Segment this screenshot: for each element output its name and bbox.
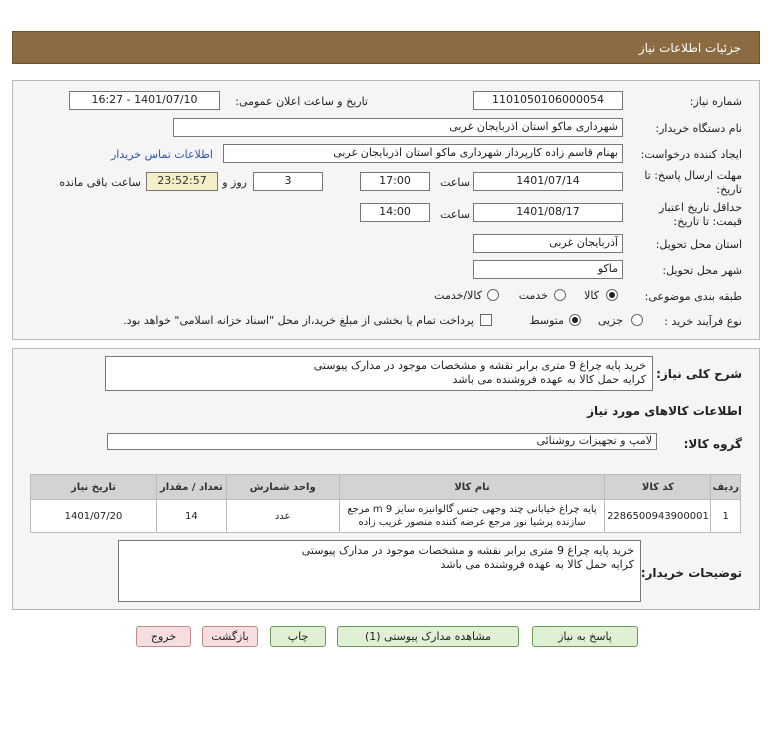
col-name-header: نام کالا — [339, 475, 605, 500]
category-service-radio[interactable] — [554, 289, 566, 301]
cell-code: 2286500943900001 — [605, 500, 711, 533]
col-row-header: ردیف — [711, 475, 741, 500]
requester-label: ایجاد کننده درخواست: — [640, 148, 742, 161]
category-goods-radio[interactable] — [606, 289, 618, 301]
buyer-contact-link[interactable]: اطلاعات تماس خریدار — [111, 148, 213, 161]
reply-button[interactable]: پاسخ به نیاز — [532, 626, 638, 647]
page-header — [12, 31, 760, 64]
cell-row: 1 — [711, 500, 741, 533]
validity-hour-label: ساعت — [440, 208, 470, 221]
validity-hour-field: 14:00 — [360, 203, 430, 222]
back-button[interactable]: بازگشت — [202, 626, 258, 647]
goods-group-field: لامپ و تجهیزات روشنائی — [107, 433, 657, 450]
delivery-province-field: آذربایجان غربی — [473, 234, 623, 253]
process-minor-label: جزیی — [597, 314, 623, 327]
general-description-line-2: کرایه حمل کالا به عهده فروشنده می باشد — [452, 373, 646, 386]
need-number-field: 1101050106000054 — [473, 91, 623, 110]
buyer-notes-field — [118, 540, 641, 602]
treasury-payment-note: پرداخت تمام یا بخشی از مبلغ خرید،از محل "اسناد خزانه اسلامی" خواهد بود. — [123, 314, 474, 327]
buyer-notes-label: توضیحات خریدار: — [640, 566, 742, 580]
delivery-city-label: شهر محل تحویل: — [662, 264, 742, 277]
general-description-field — [105, 356, 653, 391]
category-goods-label: کالا — [584, 289, 599, 302]
process-medium-label: متوسط — [529, 314, 564, 327]
delivery-city-field: ماکو — [473, 260, 623, 279]
cell-name — [339, 500, 605, 533]
requester-field: بهنام قاسم زاده کارپرداز شهرداری ماکو استان اذربایجان غربی — [223, 144, 623, 163]
reply-hour-field: 17:00 — [360, 172, 430, 191]
price-validity-label-2: قیمت: تا تاریخ: — [673, 215, 742, 228]
delivery-province-label: استان محل تحویل: — [655, 238, 742, 251]
col-code-header: کد کالا — [605, 475, 711, 500]
category-goods-service-radio[interactable] — [487, 289, 499, 301]
general-description-line-1: خرید پایه چراغ 9 متری برابر نقشه و مشخصات موجود در مدارک پیوستی — [313, 359, 646, 372]
process-medium-radio[interactable] — [569, 314, 581, 326]
validity-date-field: 1401/08/17 — [473, 203, 623, 222]
general-description-label: شرح کلی نیاز: — [656, 367, 742, 381]
print-button[interactable]: چاپ — [270, 626, 326, 647]
col-unit-header: واحد شمارش — [226, 475, 339, 500]
col-qty-header: تعداد / مقدار — [156, 475, 226, 500]
goods-group-label: گروه کالا: — [683, 437, 742, 451]
buyer-org-label: نام دستگاه خریدار: — [655, 122, 742, 135]
buyer-org-field: شهرداری ماکو استان اذربایجان غربی — [173, 118, 623, 137]
goods-info-heading: اطلاعات کالاهای مورد نیاز — [587, 404, 742, 418]
exit-button[interactable]: خروج — [136, 626, 191, 647]
col-date-header: تاریخ نیاز — [31, 475, 157, 500]
remaining-time-field: 23:52:57 — [146, 172, 218, 191]
remaining-days-field: 3 — [253, 172, 323, 191]
cell-name-line-2: سازنده پرشیا نور مرجع عرضه کننده منصور غریب زاده — [358, 517, 586, 528]
announce-datetime-field: 1401/07/10 - 16:27 — [69, 91, 220, 110]
category-goods-service-label: کالا/خدمت — [434, 289, 482, 302]
need-number-label: شماره نیاز: — [689, 95, 742, 108]
remaining-label: ساعت باقی مانده — [59, 176, 141, 189]
reply-hour-label: ساعت — [440, 176, 470, 189]
announce-datetime-label: تاریخ و ساعت اعلان عمومی: — [235, 95, 368, 108]
cell-unit: عدد — [226, 500, 339, 533]
cell-qty: 14 — [156, 500, 226, 533]
reply-deadline-label-1: مهلت ارسال پاسخ: تا — [644, 169, 742, 182]
treasury-payment-checkbox[interactable] — [480, 314, 492, 326]
category-service-label: خدمت — [518, 289, 548, 302]
goods-table — [30, 474, 741, 533]
buyer-notes-line-2: کرایه حمل کالا به عهده فروشنده می باشد — [440, 558, 634, 571]
purchase-process-label: نوع فرآیند خرید : — [664, 315, 742, 328]
cell-name-line-1: پایه چراغ خیابانی چند وجهی جنس گالوانیزه سایز m 9 مرجع — [347, 504, 597, 515]
reply-date-field: 1401/07/14 — [473, 172, 623, 191]
table-row — [31, 500, 741, 533]
price-validity-label-1: حداقل تاریخ اعتبار — [658, 201, 742, 214]
cell-date: 1401/07/20 — [31, 500, 157, 533]
page-title: جزئیات اطلاعات نیاز — [638, 41, 741, 55]
goods-table-header-row — [31, 475, 741, 500]
buyer-notes-line-1: خرید پایه چراغ 9 متری برابر نقشه و مشخصات موجود در مدارک پیوستی — [301, 544, 634, 557]
process-minor-radio[interactable] — [631, 314, 643, 326]
attachments-button[interactable]: مشاهده مدارک پیوستی (1) — [337, 626, 519, 647]
reply-deadline-label-2: تاریخ: — [716, 183, 742, 196]
subject-category-label: طبقه بندی موضوعی: — [644, 290, 742, 303]
day-and-label: روز و — [222, 176, 247, 189]
